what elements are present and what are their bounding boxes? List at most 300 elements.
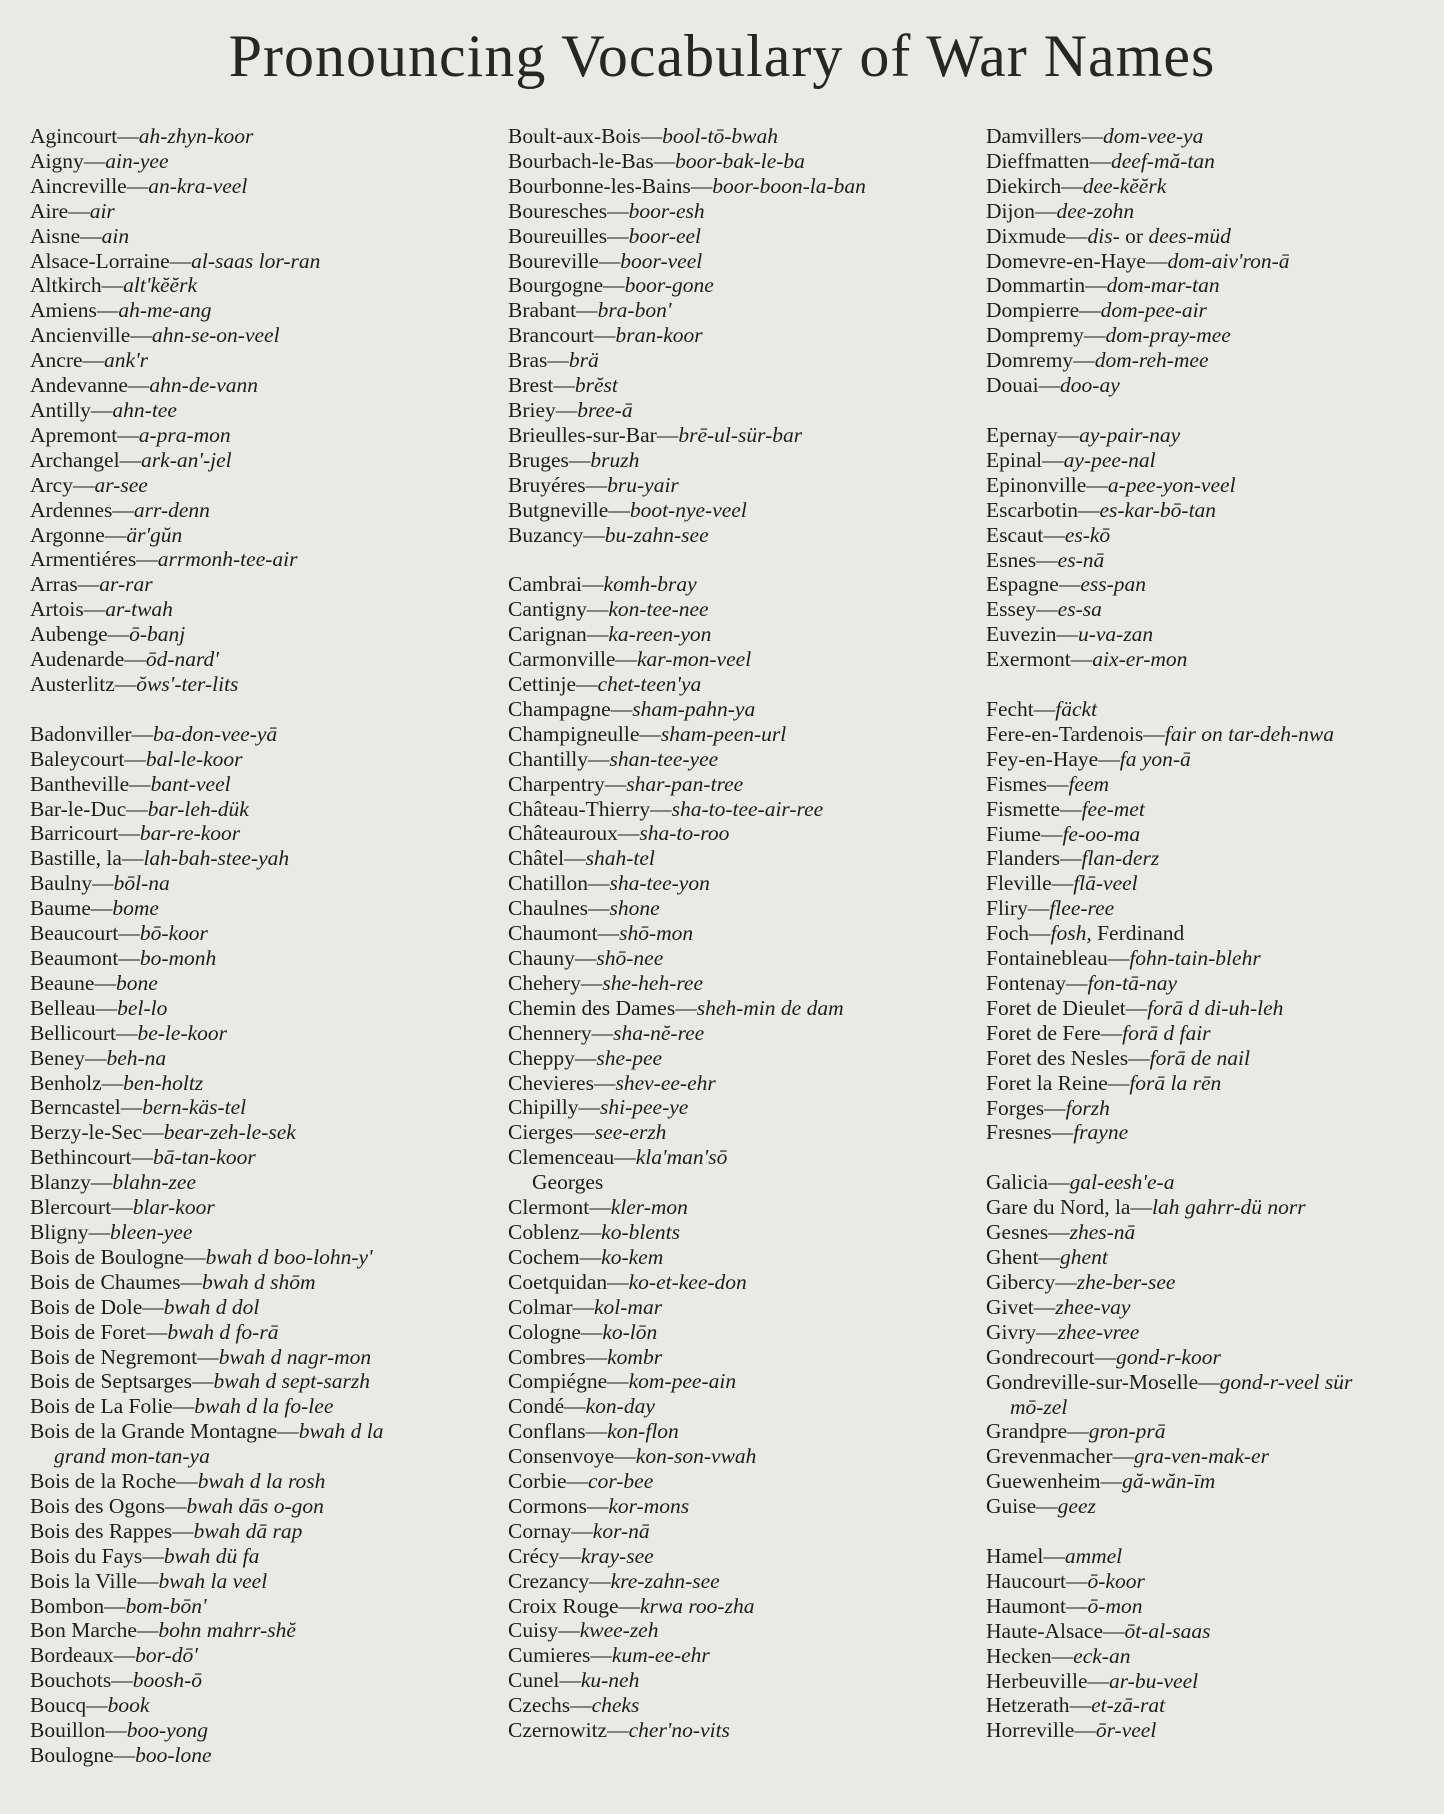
em-dash: —	[129, 771, 151, 796]
pronunciation: sha-nĕ-ree	[613, 1020, 705, 1045]
vocabulary-entry	[986, 722, 1444, 747]
vocabulary-entry	[508, 498, 988, 523]
em-dash: —	[172, 1394, 195, 1419]
place-name: Cologne	[508, 1319, 581, 1344]
place-name: Antilly	[30, 397, 91, 422]
em-dash: —	[1034, 198, 1057, 223]
place-name: Ancre	[30, 348, 83, 373]
pronunciation: sheh-min de dam	[696, 995, 844, 1020]
em-dash: —	[118, 921, 140, 946]
pronunciation: boor-boon-la-ban	[712, 173, 866, 198]
em-dash: —	[126, 173, 149, 198]
vocabulary-entry	[30, 996, 510, 1021]
vocabulary-entry	[986, 1419, 1444, 1444]
letter-group	[508, 572, 988, 1743]
em-dash: —	[1036, 1494, 1058, 1519]
vocabulary-entry	[986, 946, 1444, 971]
pronunciation: dee-kĕĕrk	[1082, 173, 1167, 198]
pronunciation: bwah la veel	[158, 1568, 268, 1593]
place-name: Gesnes	[986, 1220, 1049, 1245]
em-dash: —	[1128, 1045, 1150, 1070]
em-dash: —	[197, 1344, 219, 1369]
pronunciation: bor-dō'	[135, 1643, 198, 1668]
pronunciation: bruzh	[590, 447, 640, 472]
pronunciation: dom-aiv'ron-ā	[1167, 248, 1290, 273]
vocabulary-entry	[30, 1419, 510, 1444]
pronunciation: dis-	[1087, 223, 1120, 248]
pronunciation: bone	[115, 970, 158, 995]
vocabulary-entry	[30, 1469, 510, 1494]
pronunciation: forzh	[1065, 1095, 1110, 1120]
place-name: Cierges	[508, 1120, 574, 1145]
pronunciation: shan-tee-yee	[609, 746, 719, 771]
vocabulary-entry	[986, 348, 1444, 373]
vocabulary-entry	[986, 298, 1444, 323]
place-name: Dompremy	[986, 323, 1084, 348]
vocabulary-entry	[30, 1220, 510, 1245]
em-dash: —	[1087, 1668, 1109, 1693]
vocabulary-entry	[30, 174, 510, 199]
pronunciation: boor-veel	[620, 248, 703, 273]
vocabulary-entry	[508, 298, 988, 323]
em-dash: —	[192, 1369, 214, 1394]
place-name: Ardennes	[30, 497, 113, 522]
em-dash: —	[559, 1668, 581, 1693]
vocabulary-entry	[30, 1544, 510, 1569]
vocabulary-entry	[986, 822, 1444, 847]
pronunciation: bear-zeh-le-sek	[163, 1120, 296, 1145]
pronunciation: bleen-yee	[110, 1219, 193, 1244]
vocabulary-entry	[508, 1519, 988, 1544]
place-name: Fontainebleau	[986, 946, 1108, 971]
vocabulary-entry	[986, 647, 1444, 672]
vocabulary-column-3	[986, 124, 1444, 1768]
em-dash: —	[576, 672, 598, 697]
em-dash: —	[1130, 1195, 1152, 1220]
em-dash: —	[572, 1294, 594, 1319]
vocabulary-entry	[508, 249, 988, 274]
pronunciation: es-kar-bō-tan	[1099, 497, 1217, 522]
em-dash: —	[77, 572, 100, 597]
pronunciation: kon-tee-nee	[608, 597, 709, 622]
pronunciation: ahn-tee	[112, 397, 177, 422]
vocabulary-entry	[30, 473, 510, 498]
pronunciation: fosh,	[1050, 921, 1092, 946]
vocabulary-entry	[986, 597, 1444, 622]
em-dash: —	[121, 846, 144, 871]
em-dash: —	[72, 472, 95, 497]
place-name: Beaune	[30, 970, 95, 995]
pronunciation: ka-reen-yon	[608, 622, 712, 647]
em-dash: —	[118, 821, 140, 846]
pronunciation: sha-tee-yon	[609, 871, 710, 896]
pronunciation: air	[89, 198, 115, 223]
em-dash: —	[1036, 1319, 1058, 1344]
em-dash: —	[653, 148, 676, 173]
vocabulary-entry	[508, 1419, 988, 1444]
em-dash: —	[1061, 173, 1083, 198]
place-name: Blercourt	[30, 1195, 112, 1220]
vocabulary-entry	[508, 1544, 988, 1569]
place-name: Bois de Boulogne	[30, 1244, 185, 1269]
place-name: Domevre-en-Haye	[986, 248, 1146, 273]
pronunciation: forā de nail	[1149, 1045, 1250, 1070]
vocabulary-entry	[30, 722, 510, 747]
em-dash: —	[566, 1469, 589, 1494]
vocabulary-entry	[30, 747, 510, 772]
em-dash: —	[1048, 1170, 1070, 1195]
em-dash: —	[597, 921, 620, 946]
vocabulary-entry	[986, 1270, 1444, 1295]
em-dash: —	[639, 721, 661, 746]
em-dash: —	[588, 746, 610, 771]
pronunciation: bar-re-koor	[139, 821, 241, 846]
place-name: Bois des Ogons	[30, 1493, 165, 1518]
em-dash: —	[593, 1070, 616, 1095]
place-name: Bourbach-le-Bas	[508, 148, 654, 173]
place-name: Fleville	[986, 871, 1052, 896]
pronunciation: eck-an	[1073, 1643, 1131, 1668]
em-dash: —	[1043, 1544, 1065, 1569]
place-name: Clemenceau	[508, 1145, 615, 1170]
vocabulary-entry	[30, 323, 510, 348]
place-name: Artois	[30, 597, 84, 622]
em-dash: —	[588, 896, 610, 921]
place-name: Essey	[986, 597, 1037, 622]
vocabulary-entry	[30, 946, 510, 971]
em-dash: —	[184, 1244, 206, 1269]
place-name: Aigny	[30, 148, 84, 173]
vocabulary-entry	[508, 647, 988, 672]
em-dash: —	[570, 1693, 592, 1718]
pronunciation: dom-reh-mee	[1094, 348, 1209, 373]
em-dash: —	[1042, 447, 1064, 472]
em-dash: —	[675, 995, 697, 1020]
place-name: Briey	[508, 397, 556, 422]
vocabulary-entry	[508, 1569, 988, 1594]
em-dash: —	[1100, 1020, 1123, 1045]
vocabulary-entry	[30, 1270, 510, 1295]
place-name: Chevieres	[508, 1070, 594, 1095]
vocabulary-entry	[30, 523, 510, 548]
pronunciation: ō-koor	[1087, 1568, 1145, 1593]
place-name: Bruyéres	[508, 472, 586, 497]
em-dash: —	[607, 223, 629, 248]
place-name: Baume	[30, 896, 91, 921]
vocabulary-entry	[986, 1021, 1444, 1046]
vocabulary-entry	[30, 448, 510, 473]
place-name: Belleau	[30, 995, 96, 1020]
vocabulary-entry	[508, 971, 988, 996]
place-name: Aire	[30, 198, 69, 223]
vocabulary-entry	[986, 174, 1444, 199]
vocabulary-entry	[986, 1245, 1444, 1270]
vocabulary-entry	[30, 1693, 510, 1718]
pronunciation: shah-tel	[585, 846, 655, 871]
em-dash: —	[608, 497, 630, 522]
pronunciation: dee-zohn	[1056, 198, 1135, 223]
entry-continuation: mō-zel	[1010, 1394, 1068, 1419]
vocabulary-entry	[986, 473, 1444, 498]
place-name: Foret la Reine	[986, 1070, 1108, 1095]
pronunciation: sha-to-roo	[639, 821, 730, 846]
pronunciation: bool-tō-bwah	[662, 124, 778, 148]
vocabulary-entry	[508, 1444, 988, 1469]
vocabulary-entry	[30, 149, 510, 174]
pronunciation: cheks	[591, 1693, 640, 1718]
entry-continuation: Georges	[532, 1170, 604, 1195]
place-name: Bourbonne-les-Bains	[508, 173, 691, 198]
letter-group	[30, 722, 510, 1768]
pronunciation: ank'r	[104, 348, 149, 373]
vocabulary-entry	[508, 1320, 988, 1345]
em-dash: —	[1044, 1095, 1066, 1120]
vocabulary-entry	[508, 772, 988, 797]
place-name: Altkirch	[30, 273, 102, 298]
em-dash: —	[593, 323, 616, 348]
place-name: Haumont	[986, 1593, 1067, 1618]
vocabulary-entry	[30, 348, 510, 373]
pronunciation: zhee-vay	[1055, 1294, 1131, 1319]
em-dash: —	[111, 1195, 133, 1220]
em-dash: —	[1070, 647, 1093, 672]
vocabulary-entry	[30, 1394, 510, 1419]
em-dash: —	[591, 1020, 614, 1045]
em-dash: —	[579, 1219, 602, 1244]
em-dash: —	[1056, 622, 1078, 647]
em-dash: —	[1094, 1344, 1117, 1369]
pronunciation: kombr	[607, 1344, 663, 1369]
em-dash: —	[585, 472, 608, 497]
vocabulary-entry	[30, 298, 510, 323]
place-name: Bras	[508, 348, 548, 373]
pronunciation: kol-mar	[594, 1294, 663, 1319]
place-name: Diekirch	[986, 173, 1062, 198]
pronunciation: gra-ven-mak-er	[1134, 1444, 1269, 1469]
place-name: Espagne	[986, 572, 1059, 597]
em-dash: —	[111, 1668, 133, 1693]
pronunciation: boor-esh	[628, 198, 705, 223]
place-name: Foret de Fere	[986, 1020, 1101, 1045]
em-dash: —	[1066, 971, 1088, 995]
pronunciation: bō-koor	[139, 921, 208, 946]
place-name: Austerlitz	[30, 671, 115, 696]
place-name: Bourgogne	[508, 273, 604, 298]
place-name: Chemin des Dames	[508, 995, 676, 1020]
em-dash: —	[564, 846, 586, 871]
pronunciation: brä	[568, 348, 599, 373]
place-name: Cettinje	[508, 672, 577, 697]
vocabulary-entry	[508, 1718, 988, 1743]
vocabulary-entry	[508, 448, 988, 473]
pronunciation: dom-mar-tan	[1106, 273, 1220, 298]
place-name: Beaucourt	[30, 921, 119, 946]
place-name: Cornay	[508, 1518, 572, 1543]
place-name: Epinal	[986, 447, 1043, 472]
pronunciation: fe-oo-ma	[1062, 821, 1141, 846]
pronunciation: ahn-de-vann	[149, 373, 259, 398]
place-name: Bordeaux	[30, 1643, 114, 1668]
place-name: Conflans	[508, 1419, 586, 1444]
pronunciation: bu-zahn-see	[604, 522, 709, 547]
pronunciation: bwah d boo-lohn-y'	[205, 1244, 373, 1269]
em-dash: —	[101, 1070, 124, 1095]
vocabulary-entry	[508, 1295, 988, 1320]
pronunciation: bwah dās o-gon	[186, 1493, 324, 1518]
pronunciation: bar-leh-dük	[147, 796, 249, 821]
place-name: Fismette	[986, 796, 1061, 821]
pronunciation: feem	[1068, 771, 1110, 796]
place-name: Brieulles-sur-Bar	[508, 422, 657, 447]
em-dash: —	[1098, 746, 1120, 771]
vocabulary-entry	[508, 174, 988, 199]
em-dash: —	[603, 273, 625, 298]
pronunciation: ōd-nard'	[145, 647, 219, 672]
em-dash: —	[117, 422, 139, 447]
place-name: Cantigny	[508, 597, 587, 622]
place-name: Coetquidan	[508, 1269, 608, 1294]
em-dash: —	[578, 1095, 600, 1120]
em-dash: —	[1112, 1444, 1135, 1469]
em-dash: —	[585, 1344, 608, 1369]
vocabulary-entry	[986, 523, 1444, 548]
vocabulary-entry	[508, 1668, 988, 1693]
pronunciation: dom-vee-ya	[1103, 124, 1204, 148]
em-dash: —	[83, 597, 106, 622]
em-dash: —	[277, 1419, 299, 1444]
em-dash: —	[607, 1718, 629, 1743]
em-dash: —	[112, 497, 134, 522]
place-name: Herbeuville	[986, 1668, 1088, 1693]
em-dash: —	[1057, 422, 1080, 447]
place-name: Condé	[508, 1394, 565, 1419]
place-name: Carignan	[508, 622, 587, 647]
em-dash: —	[1036, 597, 1058, 622]
vocabulary-entry	[508, 1071, 988, 1096]
pronunciation: kwee-zeh	[579, 1618, 659, 1643]
place-name: Crécy	[508, 1543, 560, 1568]
pronunciation: boot-nye-veel	[629, 497, 747, 522]
place-name: Baulny	[30, 871, 93, 896]
em-dash: —	[1069, 1693, 1092, 1718]
vocabulary-entry	[30, 846, 510, 871]
place-name: Dommartin	[986, 273, 1086, 298]
vocabulary-entry	[986, 1494, 1444, 1519]
place-name: Baleycourt	[30, 746, 125, 771]
em-dash: —	[559, 1543, 581, 1568]
em-dash: —	[582, 572, 604, 597]
vocabulary-entry	[986, 622, 1444, 647]
vocabulary-entry	[508, 1369, 988, 1394]
pronunciation: bo-monh	[139, 946, 217, 970]
em-dash: —	[1079, 298, 1101, 323]
em-dash: —	[130, 323, 152, 348]
pronunciation: ba-don-vee-yā	[153, 721, 278, 746]
place-name: Czernowitz	[508, 1718, 608, 1743]
pronunciation: aix-er-mon	[1092, 647, 1188, 672]
em-dash: —	[124, 746, 146, 771]
vocabulary-entry	[986, 1071, 1444, 1096]
place-name: Consenvoye	[508, 1444, 615, 1469]
vocabulary-entry	[30, 772, 510, 797]
vocabulary-entry	[508, 597, 988, 622]
pronunciation: bel-lo	[117, 995, 168, 1020]
place-name: Aubenge	[30, 622, 108, 647]
em-dash: —	[1125, 995, 1148, 1020]
em-dash: —	[615, 647, 637, 672]
vocabulary-entry	[508, 946, 988, 971]
pronunciation: fäckt	[1055, 697, 1098, 722]
pronunciation: krwa roo-zha	[639, 1593, 755, 1618]
em-dash: —	[598, 248, 621, 273]
place-name: Domremy	[986, 348, 1074, 373]
page-title: Pronouncing Vocabulary of War Names	[228, 23, 1216, 89]
place-name: Guewenheim	[986, 1469, 1101, 1494]
pronunciation: es-sa	[1057, 597, 1102, 622]
pronunciation: ōr-veel	[1095, 1718, 1157, 1743]
vocabulary-entry	[508, 871, 988, 896]
vocabulary-entry	[986, 1345, 1444, 1370]
vocabulary-entry	[986, 1718, 1444, 1743]
em-dash: —	[614, 1145, 636, 1170]
vocabulary-entry	[986, 273, 1444, 298]
vocabulary-entry	[30, 1170, 510, 1195]
pronunciation: flee-ree	[1049, 896, 1115, 921]
place-name: Foch	[986, 921, 1029, 946]
vocabulary-entry	[508, 373, 988, 398]
pronunciation: she-pee	[596, 1045, 663, 1070]
em-dash: —	[1083, 323, 1106, 348]
pronunciation: bwah d sept-sarzh	[213, 1369, 371, 1394]
em-dash: —	[142, 1294, 164, 1319]
em-dash: —	[547, 348, 569, 373]
place-name: Fontenay	[986, 971, 1067, 995]
pronunciation: ar-bu-veel	[1109, 1668, 1199, 1693]
em-dash: —	[127, 373, 150, 398]
place-name: Bois du Fays	[30, 1543, 143, 1568]
vocabulary-entry	[508, 1469, 988, 1494]
pronunciation: brĕst	[574, 373, 618, 398]
pronunciation: deef-mă-tan	[1110, 148, 1215, 173]
pronunciation: bwah d la rosh	[197, 1469, 326, 1494]
em-dash: —	[586, 597, 609, 622]
vocabulary-entry	[30, 423, 510, 448]
place-name: Butgneville	[508, 497, 609, 522]
vocabulary-entry	[986, 323, 1444, 348]
place-name: Coblenz	[508, 1219, 580, 1244]
em-dash: —	[1029, 921, 1051, 946]
vocabulary-entry	[30, 1519, 510, 1544]
vocabulary-entry	[986, 1195, 1444, 1220]
vocabulary-entry	[30, 622, 510, 647]
place-name: Exermont	[986, 647, 1071, 672]
pronunciation: boor-eel	[628, 223, 702, 248]
vocabulary-entry	[508, 697, 988, 722]
letter-group	[986, 697, 1444, 1145]
em-dash: —	[113, 1643, 136, 1668]
em-dash: —	[1103, 1618, 1125, 1643]
vocabulary-entry	[30, 1643, 510, 1668]
vocabulary-entry	[508, 1643, 988, 1668]
place-name: Champagne	[508, 696, 611, 721]
vocabulary-entry	[30, 547, 510, 572]
place-name: Chaulnes	[508, 896, 589, 921]
place-name: Colmar	[508, 1294, 573, 1319]
place-name: Esnes	[986, 547, 1037, 572]
vocabulary-entry	[30, 821, 510, 846]
vocabulary-entry	[30, 597, 510, 622]
vocabulary-entry	[986, 996, 1444, 1021]
